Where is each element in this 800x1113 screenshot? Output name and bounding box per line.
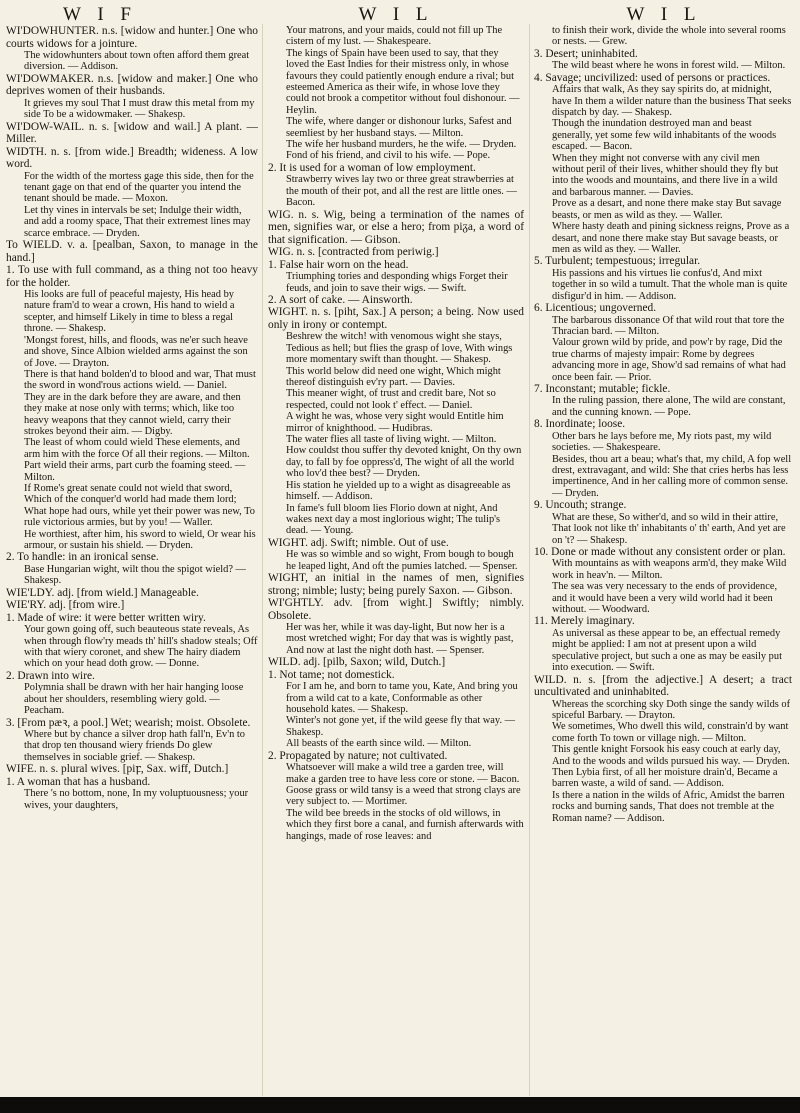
- bottom-edge: [0, 1097, 800, 1113]
- dictionary-entry: 2. A sort of cake. — Ainsworth.: [268, 293, 413, 306]
- quotation: Whatsoever will make a wild tree a garden tree, will make a garden tree to have less core or stone. — Bacon.: [286, 762, 520, 785]
- quotation: If Rome's great senate could not wield that sword, Which of the conquer'd world had made them lord; What hope had ours, while yet their power was new, To rule victorious armies, but by you! — Waller.: [24, 482, 255, 529]
- dictionary-entry: WIG. n. s. Wig, being a termination of the names of men, signifies war, or else a hero; from piᵹa, a word of that signification. — Gibson.: [268, 208, 524, 246]
- dictionary-entry: WI'DOWMAKER. n.s. [widow and maker.] One who deprives women of their husbands.: [6, 72, 258, 98]
- dictionary-entry: WILD. n. s. [from the adjective.] A desert; a tract uncultivated and uninhabited.: [534, 673, 792, 699]
- dictionary-entry: 1. To use with full command, as a thing not too heavy for the holder.: [6, 264, 258, 289]
- quotation: Valour grown wild by pride, and pow'r by rage, Did the true charms of majesty impair: Rome by degrees advancing more in age, Show'd sad remains of what had once been fair. — Prior.: [552, 337, 786, 383]
- quotation: His station he yielded up to a wight as disagreeable as himself. — Addison.: [286, 479, 511, 503]
- dictionary-entry: 2. Propagated by nature; not cultivated.: [268, 749, 448, 762]
- quotation: He worthiest, after him, his sword to wield, Or wear his armour, or sustain his shield. — Dryden.: [24, 528, 256, 551]
- quotation: His looks are full of peaceful majesty, His head by nature fram'd to wear a crown, His hand to wield a scepter, and himself Likely in time to bless a regal throne. — Shakesp.: [24, 289, 235, 335]
- dictionary-entry: 11. Merely imaginary.: [534, 615, 635, 628]
- quotation: Polymnia shall be drawn with her hair hanging loose about her shoulders, resembling wiery gold. — Peacham.: [24, 682, 244, 717]
- quotation: Your matrons, and your maids, could not fill up The cistern of my lust. — Shakespeare.: [286, 25, 503, 48]
- quotation: The kings of Spain have been used to say, that they loved the East Indies for their mistress only, in whose favours they could patiently enough endure a rival; but esteemed America as their wife, in whose love they could not brook a competitor without foul dishonour. — Heylin.: [286, 47, 520, 116]
- dictionary-entry: WIE'LDY. adj. [from wield.] Manageable.: [6, 586, 199, 599]
- dictionary-entry: 1. Not tame; not domestick.: [268, 668, 395, 681]
- quotation: The wild bee breeds in the stocks of old willows, in which they first bore a canal, and furnish afterwards with hangings, made of rose leaves: and: [286, 807, 524, 842]
- quotation: In the ruling passion, there alone, The wild are constant, and the cunning known. — Pope.: [552, 395, 786, 418]
- quotation: Affairs that walk, As they say spirits do, at midnight, have In them a wilder nature than the business That seeks dispatch by day. — Shakesp.: [552, 84, 792, 119]
- dictionary-entry: WI'GHTLY. adv. [from wight.] Swiftly; nimbly. Obsolete.: [268, 597, 524, 622]
- column-divider: [529, 24, 530, 1096]
- dictionary-entry: To WIELD. v. a. [pealban, Saxon, to manage in the hand.]: [6, 239, 258, 264]
- quotation: How couldst thou suffer thy devoted knight, On thy own day, to fall by foe oppress'd, The wight of all the world who lov'd thee best? — Dryden.: [286, 445, 522, 480]
- quotation: Besides, thou art a beau; what's that, my child, A fop well drest, extravagant, and wild: She that cries herbs has less impertinence, And in her calling more of common sense. — Dryden.: [552, 453, 792, 499]
- quotation: 'Mongst forest, hills, and floods, was ne'er such heave and shove, Since Albion wielded arms against the son of Jove. — Drayton.: [24, 334, 248, 369]
- dictionary-entry: 2. Drawn into wire.: [6, 669, 95, 682]
- quotation: There is that hand bolden'd to blood and war, That must the sword in wond'rous actions wield. — Daniel.: [24, 368, 256, 392]
- quotation: Other bars he lays before me, My riots past, my wild societies. — Shakespeare.: [552, 430, 772, 454]
- quotation: The sea was very necessary to the ends of providence, and it would have been a very wild world had it been without. — Woodward.: [552, 581, 778, 616]
- running-head-right: W I L: [626, 4, 702, 25]
- quotation: The wild beast where he wons in forest wild. — Milton.: [552, 60, 786, 72]
- dictionary-entry: 3. [From pæꝛ, a pool.] Wet; wearish; moist. Obsolete.: [6, 716, 251, 729]
- quotation: It grieves my soul That I must draw this metal from my side To be a widowmaker. — Shakesp.: [24, 97, 255, 121]
- quotation: In fame's full bloom lies Florio down at night, And wakes next day a most inglorious wight; The tulip's dead. — Young.: [286, 502, 501, 537]
- dictionary-entry: WILD. adj. [pilb, Saxon; wild, Dutch.]: [268, 656, 446, 669]
- dictionary-entry: 3. Desert; uninhabited.: [534, 47, 638, 60]
- quotation: The least of whom could wield These elements, and arm him with the force Of all their regions. — Milton.: [24, 437, 250, 460]
- quotation: The wife, where danger or dishonour lurks, Safest and seemliest by her husband stays. — Milton.: [286, 116, 512, 139]
- quotation: The water flies all taste of living wight. — Milton.: [286, 434, 497, 446]
- dictionary-entry: WIGHT, an initial in the names of men, signifies strong; nimble; lusty; being purely Saxon. — Gibson.: [268, 572, 524, 597]
- dictionary-entry: WIG. n. s. [contracted from periwig.]: [268, 246, 439, 259]
- quotation: Fond of his friend, and civil to his wife. — Pope.: [286, 150, 491, 162]
- dictionary-entry: 5. Turbulent; tempestuous; irregular.: [534, 255, 701, 268]
- dictionary-entry: 2. It is used for a woman of low employment.: [268, 161, 476, 174]
- quotation: Whereas the scorching sky Doth singe the sandy wilds of spiceful Barbary. — Drayton.: [552, 698, 791, 721]
- quotation: They are in the dark before they are aware, and then they make at nose only with terms; which, like too heavy weapons that they cannot wield, carry their strokes beyond their aim. — Digby.: [24, 391, 241, 437]
- quotation: The wife her husband murders, he the wife. — Dryden.: [286, 139, 517, 151]
- quotation: Strawberry wives lay two or three great strawberries at the mouth of their pot, and all the rest are little ones. — Bacon.: [286, 174, 517, 209]
- dictionary-entry: 9. Uncouth; strange.: [534, 499, 627, 512]
- dictionary-entry: WIGHT. adj. Swift; nimble. Out of use.: [268, 536, 449, 549]
- quotation: The barbarous dissonance Of that wild rout that tore the Thracian bard. — Milton.: [552, 314, 785, 337]
- quotation: He was so wimble and so wight, From bough to bough he leaped light, And oft the pumies latched. — Spenser.: [286, 549, 518, 572]
- quotation: Winter's not gone yet, if the wild geese fly that way. — Shakesp.: [286, 715, 516, 738]
- column-divider: [262, 24, 263, 1096]
- quotation: Then Lybia first, of all her moisture drain'd, Became a barren waste, a wild of sand. — Addison.: [552, 767, 778, 790]
- column-1: [6, 25, 258, 1097]
- running-head-left: W I F: [63, 4, 137, 25]
- quotation: Where hasty death and pining sickness reigns, Prove as a desart, and none there make stay But savage beasts, or men as wild as they. — Waller.: [552, 221, 790, 255]
- dictionary-entry: 2. To handle: in an ironical sense.: [6, 551, 159, 564]
- quotation: to finish their work, divide the whole into several rooms or nests. — Grew.: [552, 25, 786, 48]
- quotation: For the width of the mortess gage this side, then for the tenant gage on that end of the quarter you intend the tenant should be made. — Moxon.: [24, 170, 254, 205]
- dictionary-entry: 1. False hair worn on the head.: [268, 258, 409, 271]
- quotation: We sometimes, Who dwell this wild, constrain'd by want come forth To town or village nigh. — Milton.: [552, 721, 789, 744]
- dictionary-entry: WIDTH. n. s. [from wide.] Breadth; wideness. A low word.: [6, 145, 258, 171]
- quotation: This world below did need one wight, Which might thereof distinguish ev'ry part. — Davies.: [286, 365, 501, 389]
- quotation: The widowhunters about town often afford them great diversion. — Addison.: [24, 50, 250, 73]
- quotation: Let thy vines in intervals be set; Indulge their width, and add a roomy space, That their extremest lines may scarce embrace. — Dryden.: [24, 204, 251, 239]
- dictionary-entry: WIFE. n. s. plural wives. [piꝼ, Sax. wiff, Dutch.]: [6, 763, 229, 776]
- quotation: Your gown going off, such beauteous state reveals, As when through flow'ry meads th' hill's shadow steals; Off with that wiery coronet, and shew The hairy diadem which on your head doth grow. — Donne.: [24, 624, 258, 670]
- dictionary-entry: WIE'RY. adj. [from wire.]: [6, 599, 125, 612]
- dictionary-entry: 7. Inconstant; mutable; fickle.: [534, 382, 671, 395]
- quotation: Goose grass or wild tansy is a weed that strong clays are very subject to. — Mortimer.: [286, 785, 521, 808]
- column-2: [268, 25, 524, 1097]
- dictionary-entry: 1. Made of wire: it were better written wiry.: [6, 611, 206, 624]
- quotation: What are these, So wither'd, and so wild in their attire, That look not like th' inhabitants o' th' earth, And yet are on 't? — Shakesp.: [552, 511, 786, 546]
- quotation: Part wield their arms, part curb the foaming steed. — Milton.: [24, 460, 246, 483]
- quotation: Though the inundation destroyed man and beast generally, yet some few wild inhabitants of the woods escaped. — Bacon.: [552, 118, 777, 153]
- dictionary-entry: 10. Done or made without any consistent order or plan.: [534, 545, 786, 558]
- dictionary-entry: WIGHT. n. s. [piht, Sax.] A person; a being. Now used only in irony or contempt.: [268, 306, 524, 331]
- dictionary-entry: 6. Licentious; ungoverned.: [534, 302, 657, 315]
- dictionary-entry: 8. Inordinate; loose.: [534, 418, 626, 431]
- quotation: Is there a nation in the wilds of Afric, Amidst the barren rocks and burning sands, That does not tremble at the Roman name? — Addison.: [552, 789, 785, 824]
- quotation: A wight he was, whose very sight would Entitle him mirror of knighthood. — Hudibras.: [286, 411, 504, 434]
- quotation: Triumphing tories and desponding whigs Forget their feuds, and join to save their wigs. — Swift.: [286, 271, 508, 294]
- quotation: Base Hungarian wight, wilt thou the spigot wield? — Shakesp.: [24, 563, 246, 587]
- quotation: This meaner wight, of trust and credit bare, Not so respected, could not look t' effect. — Daniel.: [286, 388, 496, 411]
- quotation: For I am he, and born to tame you, Kate, And bring you from a wild cat to a kate, Conformable as other household kates. — Shakesp.: [286, 681, 518, 716]
- dictionary-entry: WI'DOW-WAIL. n. s. [widow and wail.] A plant. — Miller.: [6, 120, 258, 146]
- quotation: This gentle knight Forsook his easy couch at early day, And to the woods and wilds pursued his way. — Dryden.: [552, 744, 790, 767]
- quotation: All beasts of the earth since wild. — Milton.: [286, 738, 472, 750]
- quotation: His passions and his virtues lie confus'd, And mixt together in so wild a tumult. That the whole man is quite disfigur'd in him. — Addison.: [552, 267, 788, 302]
- dictionary-entry: WI'DOWHUNTER. n.s. [widow and hunter.] One who courts widows for a jointure.: [6, 25, 258, 50]
- quotation: Where but by chance a silver drop hath fall'n, Ev'n to that drop ten thousand wiery friends Do glew themselves in sociable grief. — Shakesp.: [24, 729, 246, 763]
- column-3: [534, 25, 792, 1097]
- quotation: Beshrew the witch! with venomous wight she stays, Tedious as hell; but flies the grasp of love, With wings more momentary swift than thought. — Shakesp.: [286, 331, 513, 366]
- quotation: With mountains as with weapons arm'd, they make Wild work in heav'n. — Milton.: [552, 558, 787, 581]
- quotation: There 's no bottom, none, In my voluptuousness; your wives, your daughters,: [24, 788, 249, 811]
- quotation: When they might not converse with any civil men without peril of their lives, whither should they fly but into the woods and mountains, and there live in a wild and barbarous manner. — Davies.: [552, 152, 779, 198]
- quotation: As universal as these appear to be, an effectual remedy might be applied: I am not at present upon a wild speculative project, but such a one as may be easily put into execution. — Swift.: [552, 627, 782, 674]
- dictionary-entry: 4. Savage; uncivilized: used of persons or practices.: [534, 71, 771, 84]
- quotation: Prove as a desart, and none there make stay But savage beasts, or men as wild as they. — Waller.: [552, 198, 782, 221]
- dictionary-entry: 1. A woman that has a husband.: [6, 775, 151, 788]
- running-head: [0, 4, 800, 26]
- quotation: Her was her, while it was day-light, But now her is a most wretched wight; For day that was is wightly past, And now at last the night doth hast. — Spenser.: [286, 622, 514, 656]
- running-head-center: W I L: [358, 4, 434, 25]
